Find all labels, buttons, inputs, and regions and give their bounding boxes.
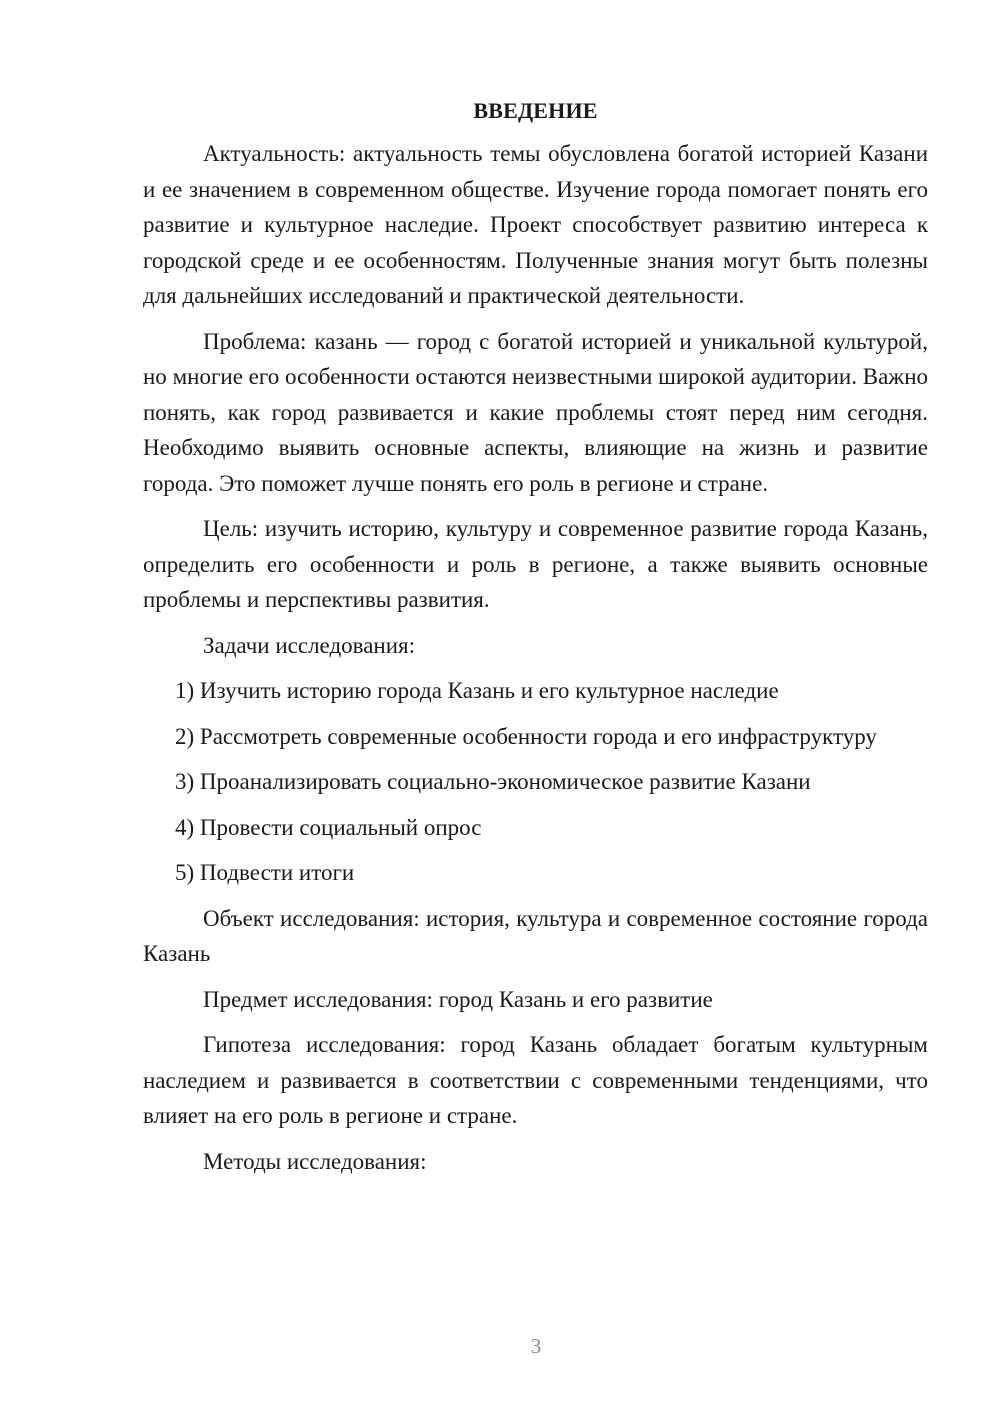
paragraph-problem: Проблема: казань — город с богатой историей и уникальной культурой, но многие его особенности остаются неизвестными широкой аудитории. Важно понять, как город развивается и какие проблемы стоят перед ним сегодня. Необходимо выявить основные аспекты, влияющие на жизнь и развитие города. Это поможет лучше понять его роль в регионе и стране.	[143, 328, 928, 496]
paragraph-object: Объект исследования: история, культура и современное состояние города Казань	[143, 905, 928, 966]
task-item: 2) Рассмотреть современные особенности города и его инфраструктуру	[175, 723, 877, 749]
task-item: 5) Подвести итоги	[175, 860, 355, 885]
task-item: 1) Изучить историю города Казань и его культурное наследие	[175, 678, 779, 703]
paragraph-relevance: Актуальность: актуальность темы обусловлена богатой историей Казани и ее значением в современном обществе. Изучение города помогает понять его развитие и культурное наследие. Проект способствует развитию интереса к городской среде и ее особенностям. Полученные знания могут быть полезны для дальнейших исследований и практической деятельности.	[143, 141, 928, 308]
paragraph-subject: Предмет исследования: город Казань и его развитие	[203, 986, 713, 1012]
paragraph-goal: Цель: изучить историю, культуру и современное развитие города Казань, определить его особенности и роль в регионе, а также выявить основные проблемы и перспективы развития.	[143, 516, 928, 612]
task-item: 3) Проанализировать социально-экономическое развитие Казани	[175, 769, 811, 794]
task-item: 4) Провести социальный опрос	[175, 814, 482, 840]
paragraph-hypothesis: Гипотеза исследования: город Казань обладает богатым культурным наследием и развивается в соответствии с современными тенденциями, что влияет на его роль в регионе и стране.	[143, 1032, 928, 1128]
paragraph-tasks-heading: Задачи исследования:	[203, 632, 416, 658]
page-content	[143, 96, 928, 1189]
section-title: ВВЕДЕНИЕ	[473, 98, 598, 123]
paragraph-methods: Методы исследования:	[203, 1148, 427, 1174]
page-number: 3	[530, 1334, 542, 1358]
